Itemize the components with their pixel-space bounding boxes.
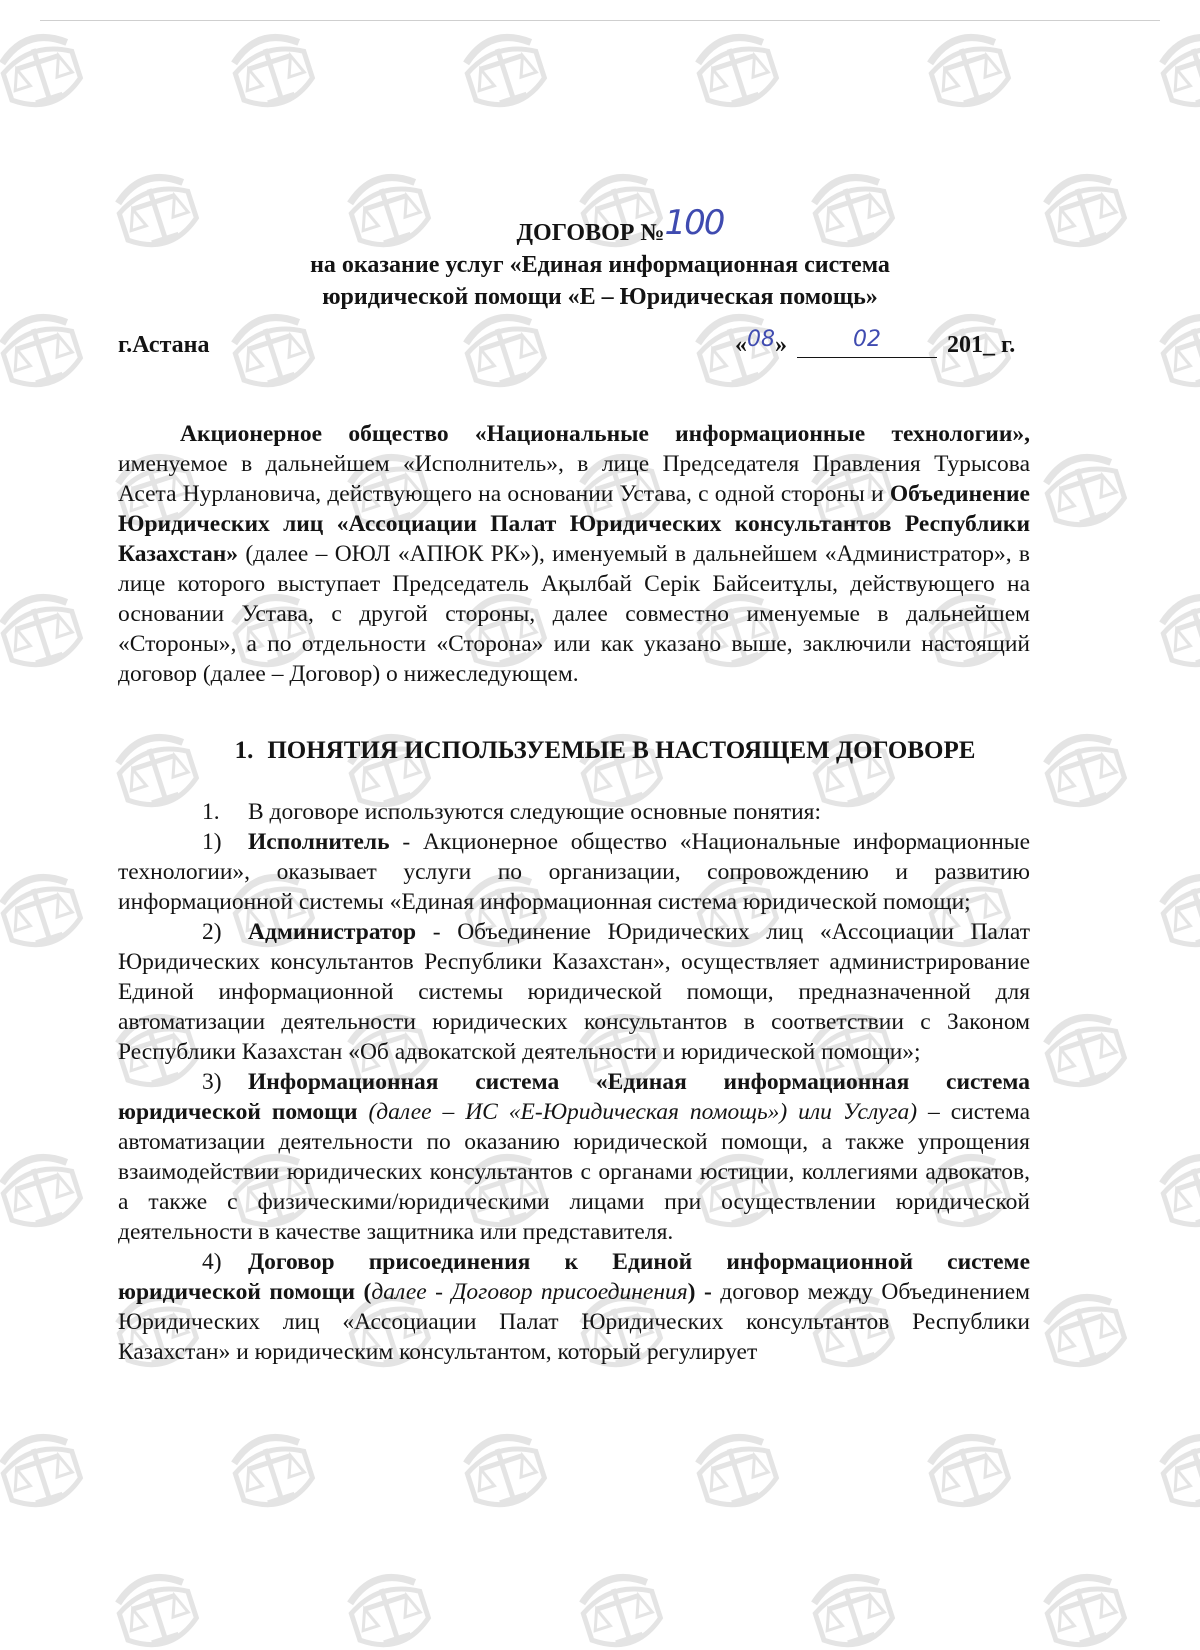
definition-text: Объединение Юридических лиц «Ассоциации Палат Юридических консультантов Республики Казахстан», осуществляет администрирование Единой информационной системы юридической помощи, предназначенной для автоматизации деятельности юридических консультантов в соответствии с Законом Республики Казахстан «Об адвокатской деятельности и юридической помощи»; [118,919,1030,1065]
definition-text: договор между Объединением Юридических лиц «Ассоциации Палат Юридических консультантов Республики Казахстан» и юридическим консультантом, который регулирует [118,1279,1030,1365]
definition-note: далее - Договор присоединения [371,1279,688,1305]
definition-separator: – [917,1099,951,1125]
definition-item [118,1247,1030,1367]
document-title [0,203,1200,313]
contract-heading-text: ДОГОВОР № [516,220,665,246]
definition-separator: - [416,919,458,945]
definition-number: 4) [202,1249,222,1275]
definition-text: Акционерное общество «Национальные информационные технологии», оказывает услуги по организации, сопровождению и развитию информационной системы «Единая информационная система юридической помощи; [118,829,1031,915]
contract-city: г.Астана [118,332,210,358]
handwritten-contract-number: 100 [664,203,724,243]
definition-text: система автоматизации деятельности по оказанию юридической помощи, а также упрощения взаимодействии юридических консультантов с органами юстиции, коллегиями адвокатов, а также с физическими/юридическими лицами при осуществлении юридической деятельности в качестве защитника или представителя. [118,1099,1030,1245]
lead-text: В договоре используются следующие основные понятия: [248,799,821,825]
date-year: 201_ г. [947,332,1016,358]
definition-number: 3) [202,1069,222,1095]
definition-note: (далее – ИС «Е-Юридическая помощь») или Услуга) [368,1099,918,1125]
handwritten-month: 02 [853,327,881,352]
preamble-text-1: именуемое в дальнейшем «Исполнитель», в лице Председателя Правления Турысова Асета Нурлановича, действующего на основании Устава, с одной стороны и [118,451,1030,507]
definition-separator: - [389,829,423,855]
definition-note-close: ) - [687,1279,712,1305]
section-1-heading [0,737,1200,765]
handwritten-day: 08 [747,327,775,352]
contract-date [735,327,1016,359]
preamble-paragraph [118,419,1030,689]
party1-name: Акционерное общество «Национальные информационные технологии», [180,421,1030,447]
definition-item [118,917,1030,1067]
definition-note-open: ( [363,1279,372,1305]
date-open-quote: « [735,332,747,358]
definition-number: 2) [202,919,222,945]
party2-name: Объединение Юридических лиц «Ассоциации Палат Юридических консультантов Республики Казахстан» [118,481,1030,567]
section-1-number: 1. [234,737,254,764]
definition-term: Администратор [248,919,417,945]
definition-number: 1) [202,829,222,855]
contract-subtitle-line-1: на оказание услуг «Единая информационная система [310,252,890,278]
definition-term: Исполнитель [248,829,390,855]
preamble-text-2: (далее – ОЮЛ «АПЮК РК»), именуемый в дальнейшем «Администратор», в лице которого выступает Председатель Ақылбай Серік Байсеитұлы, действующего на основании Устава, с другой стороны, далее совместно именуемые в дальнейшем «Стороны», а по отдельности «Сторона» или как указано выше, заключили настоящий договор (далее – Договор) о нижеследующем. [118,541,1031,687]
lead-number: 1. [202,799,220,825]
contract-heading [0,203,1200,249]
definition-item [118,827,1030,917]
definitions-lead [118,797,1030,827]
section-1-title: ПОНЯТИЯ ИСПОЛЬЗУЕМЫЕ В НАСТОЯЩЕМ ДОГОВОРЕ [267,737,976,764]
definition-item [118,1067,1030,1247]
definition-term: Информационная система «Единая информационная система юридической помощи [118,1069,1030,1125]
definitions-list [118,797,1030,1367]
contract-subtitle-line-2: юридической помощи «Е – Юридическая помощь» [322,284,878,310]
date-close-quote: » [775,332,787,358]
definition-term: Договор присоединения к Единой информационной системе юридической помощи [118,1249,1030,1305]
